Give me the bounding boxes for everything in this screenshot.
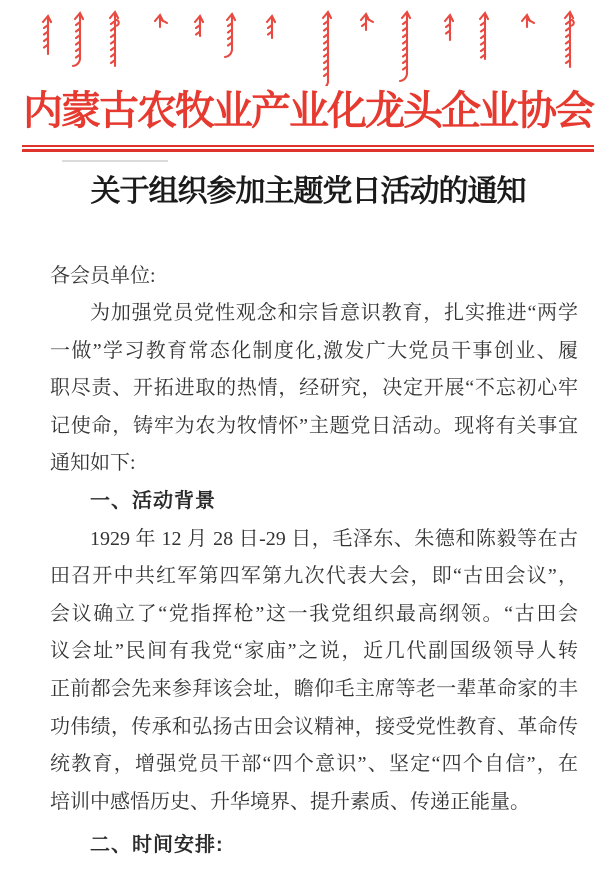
body-line: 会议确立了“党指挥枪”这一我党组织最高纲领。“古田会: [50, 602, 578, 625]
org-name-header: 内蒙古农牧业产业化龙头企业协会: [23, 88, 593, 133]
body-line: 记使命，铸牢为农为牧情怀”主题党日活动。现将有关事宜: [50, 414, 578, 437]
letterhead-divider: [22, 145, 594, 152]
body-line: 功伟绩，传承和弘扬古田会议精神，接受党性教育、革命传: [50, 715, 578, 738]
body-line: 田召开中共红军第四军第九次代表大会，即“古田会议”，: [50, 565, 578, 588]
mongolian-script-icon: [0, 0, 616, 86]
body-line: 统教育，增强党员干部“四个意识”、坚定“四个自信”，在: [50, 753, 578, 776]
section-heading: 二、时间安排:: [90, 834, 224, 857]
body-line: 议会址”民间有我党“家庙”之说，近几代副国级领导人转: [50, 640, 578, 663]
body-line: 为加强党员党性观念和宗旨意识教育，扎实推进“两学: [90, 302, 578, 325]
body-line: 职尽责、开拓进取的热情，经研究，决定开展“不忘初心牢: [50, 377, 578, 400]
section-heading: 一、活动背景: [90, 490, 216, 513]
body-line: 通知如下:: [50, 452, 136, 475]
document-body: [50, 258, 578, 866]
body-line: 正前都会先来参拜该会址，瞻仰毛主席等老一辈革命家的丰: [50, 678, 578, 701]
document-title: 关于组织参加主题党日活动的通知: [90, 174, 526, 208]
body-line: 1929 年 12 月 28 日-29 日，毛泽东、朱德和陈毅等在古: [90, 527, 578, 550]
body-line: 培训中感悟历史、升华境界、提升素质、传递正能量。: [50, 790, 530, 813]
salutation: 各会员单位:: [50, 264, 156, 287]
scan-artifact: [62, 160, 168, 162]
body-line: 一做”学习教育常态化制度化,激发广大党员干事创业、履: [50, 339, 578, 362]
